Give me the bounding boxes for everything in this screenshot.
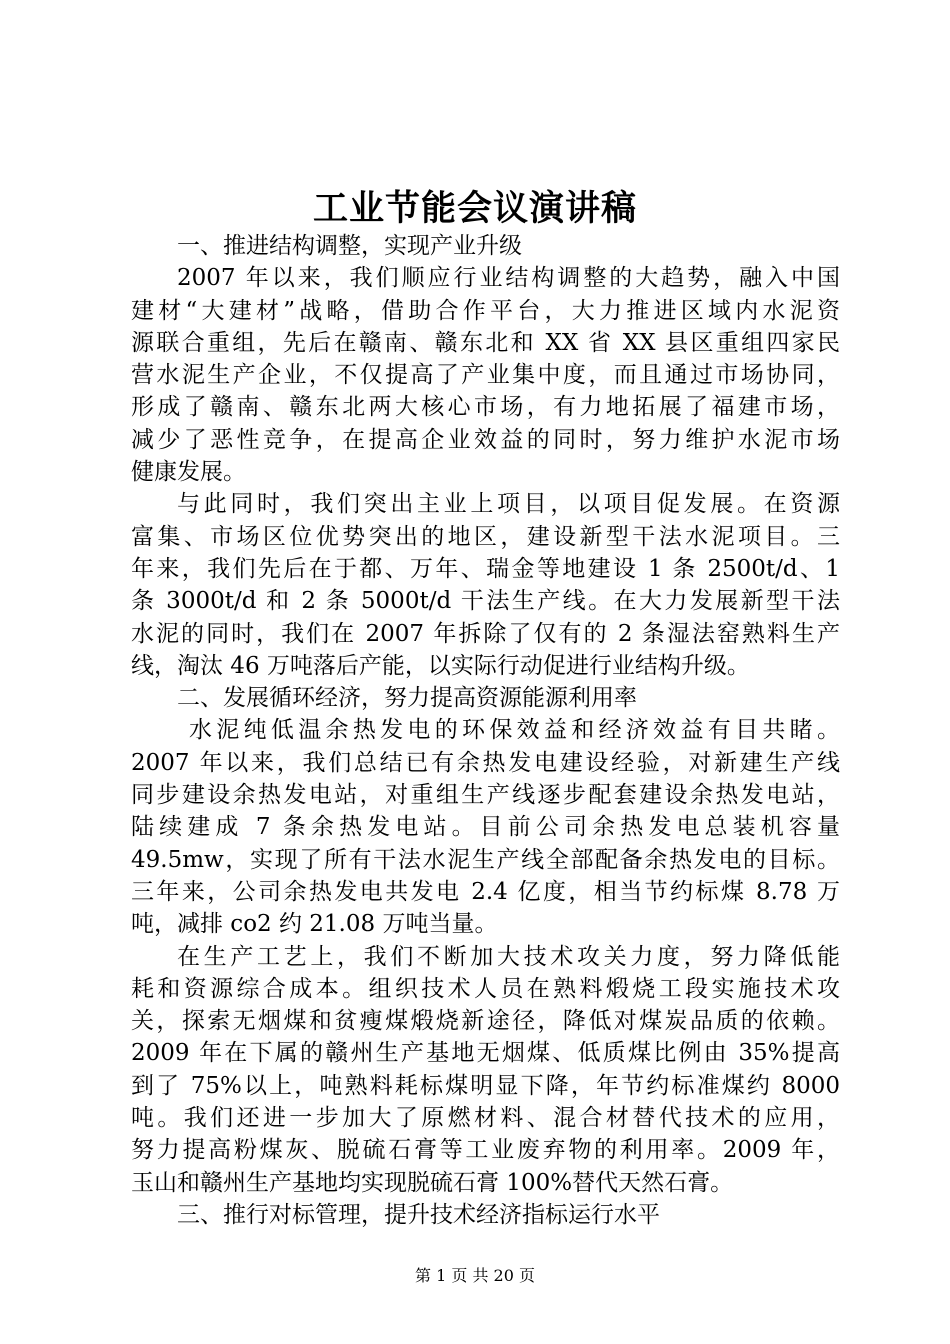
section-heading-2: [131, 682, 840, 714]
text-line: 与此同时，我们突出主业上项目，以项目促发展。在资源: [177, 491, 840, 518]
text-line: 同步建设余热发电站，对重组生产线逐步配套建设余热发电站，: [131, 782, 840, 809]
text-line: 陆续建成 7 条余热发电站。目前公司余热发电总装机容量: [131, 814, 840, 841]
page-footer: 第 1 页 共 20 页: [415, 1266, 535, 1285]
section-heading-3: [131, 1199, 840, 1231]
text-line: 吨，减排 co2 约 21.08 万吨当量。: [131, 911, 498, 938]
text-line: 在生产工艺上，我们不断加大技术攻关力度，努力降低能: [177, 943, 840, 970]
text-line: 形成了赣南、赣东北两大核心市场，有力地拓展了福建市场，: [131, 394, 840, 421]
text-line: 吨。我们还进一步加大了原燃材料、混合材替代技术的应用，: [131, 1105, 840, 1132]
text-line: 健康发展。: [131, 459, 246, 486]
text-line: 水泥的同时，我们在 2007 年拆除了仅有的 2 条湿法窑熟料生产: [131, 620, 840, 647]
document-title: 工业节能会议演讲稿: [312, 188, 637, 229]
text-line: 49.5mw，实现了所有干法水泥生产线全部配备余热发电的目标。: [131, 846, 840, 873]
text-line: 条 3000t/d 和 2 条 5000t/d 干法生产线。在大力发展新型干法: [131, 588, 840, 615]
paragraph-4: [131, 941, 840, 1199]
section-heading-1: [131, 230, 840, 262]
text-line: 三、推行对标管理，提升技术经济指标运行水平: [177, 1201, 660, 1228]
text-line: 2007 年以来，我们总结已有余热发电建设经验，对新建生产线: [131, 749, 840, 776]
paragraph-2: [131, 488, 840, 682]
text-line: 关，探索无烟煤和贫瘦煤煅烧新途径，降低对煤炭品质的依赖。: [131, 1008, 840, 1035]
text-line: 耗和资源综合成本。组织技术人员在熟料煅烧工段实施技术攻: [131, 975, 840, 1002]
text-line: 二、发展循环经济，努力提高资源能源利用率: [177, 685, 637, 712]
text-line: 到了 75%以上，吨熟料耗标煤明显下降，年节约标准煤约 8000: [131, 1072, 840, 1099]
paragraph-1: [131, 262, 840, 488]
text-line: 水泥纯低温余热发电的环保效益和经济效益有目共睹。: [189, 717, 840, 744]
text-line: 一、推进结构调整，实现产业升级: [177, 233, 522, 259]
text-line: 减少了恶性竞争，在提高企业效益的同时，努力维护水泥市场: [131, 426, 840, 453]
text-line: 玉山和赣州生产基地均实现脱硫石膏 100%替代天然石膏。: [131, 1169, 734, 1196]
text-line: 源联合重组，先后在赣南、赣东北和 XX 省 XX 县区重组四家民: [131, 329, 840, 356]
text-line: 2009 年在下属的赣州生产基地无烟煤、低质煤比例由 35%提高: [131, 1040, 840, 1067]
paragraph-3: [131, 714, 840, 940]
text-line: 年来，我们先后在于都、万年、瑞金等地建设 1 条 2500t/d、1: [131, 555, 840, 582]
text-line: 营水泥生产企业，不仅提高了产业集中度，而且通过市场协同，: [131, 362, 840, 389]
text-line: 建材“大建材”战略，借助合作平台，大力推进区域内水泥资: [131, 297, 840, 324]
text-line: 线，淘汰 46 万吨落后产能，以实际行动促进行业结构升级。: [131, 652, 750, 679]
document-body: [131, 230, 840, 1231]
text-line: 三年来，公司余热发电共发电 2.4 亿度，相当节约标煤 8.78 万: [131, 878, 840, 905]
text-line: 2007 年以来，我们顺应行业结构调整的大趋势，融入中国: [177, 265, 840, 292]
text-line: 富集、市场区位优势突出的地区，建设新型干法水泥项目。三: [131, 523, 840, 550]
text-line: 努力提高粉煤灰、脱硫石膏等工业废弃物的利用率。2009 年，: [131, 1137, 840, 1164]
